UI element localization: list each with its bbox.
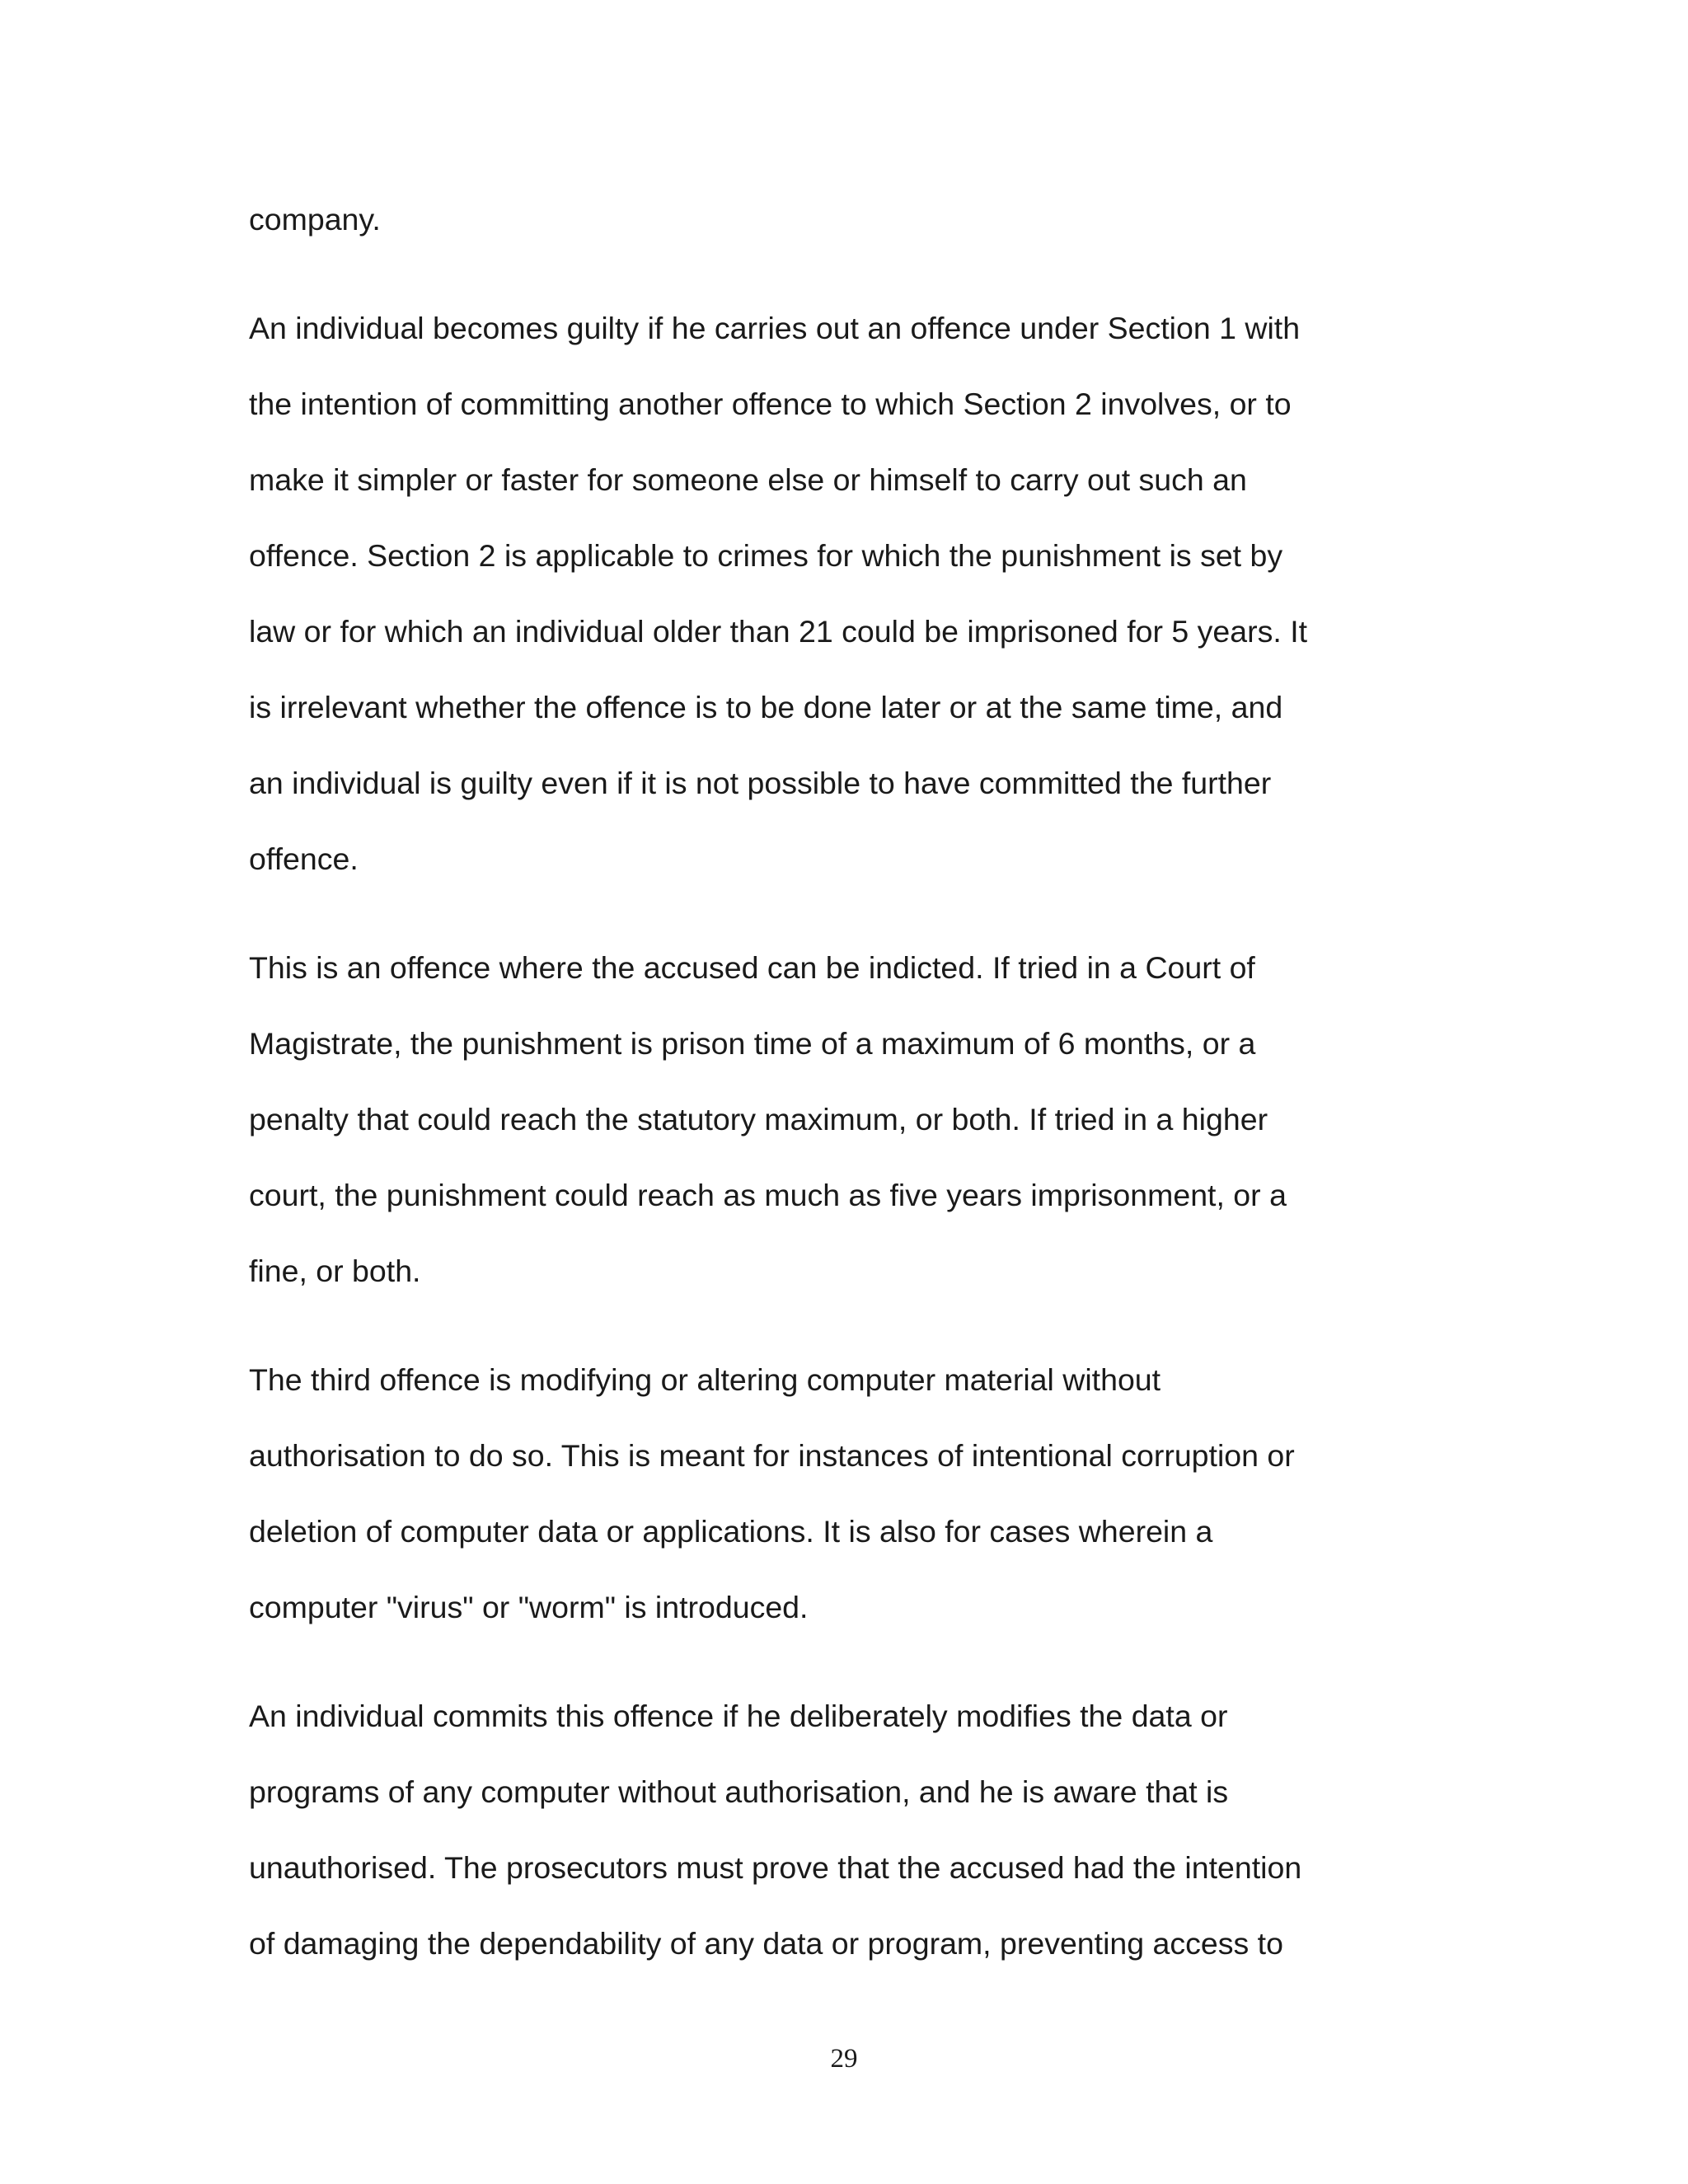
text-line: Magistrate, the punishment is prison time of a maximum of 6 months, or a: [249, 1026, 1256, 1061]
text-line: fine, or both.: [249, 1254, 421, 1288]
text-line: an individual is guilty even if it is not possible to have committed the further: [249, 766, 1272, 800]
text-line: This is an offence where the accused can be indicted. If tried in a Court of: [249, 950, 1255, 985]
body-text: [249, 194, 1436, 1994]
text-line: of damaging the dependability of any data or program, preventing access to: [249, 1926, 1283, 1961]
paragraph-spacer: [249, 910, 1436, 943]
text-line: The third offence is modifying or altering computer material without: [249, 1362, 1161, 1397]
text-line: penalty that could reach the statutory maximum, or both. If tried in a higher: [249, 1102, 1268, 1137]
text-line: is irrelevant whether the offence is to be done later or at the same time, and: [249, 690, 1283, 724]
text-line: programs of any computer without authorisation, and he is aware that is: [249, 1774, 1229, 1809]
paragraph-2: [249, 303, 1436, 910]
text-line: law or for which an individual older than 21 could be imprisoned for 5 years. It: [249, 614, 1308, 649]
text-line: unauthorised. The prosecutors must prove that the accused had the intention: [249, 1850, 1302, 1885]
text-line: the intention of committing another offence to which Section 2 involves, or to: [249, 387, 1292, 421]
paragraph-5: [249, 1691, 1436, 1994]
paragraph-4: [249, 1355, 1436, 1658]
text-line: offence.: [249, 841, 359, 876]
page-number: 29: [830, 2044, 858, 2074]
text-line: computer "virus" or "worm" is introduced.: [249, 1590, 809, 1624]
paragraph-1: [249, 194, 1436, 270]
paragraph-spacer: [249, 1658, 1436, 1691]
paragraph-spacer: [249, 270, 1436, 303]
text-line: deletion of computer data or applications. It is also for cases wherein a: [249, 1514, 1213, 1549]
text-line: court, the punishment could reach as much as five years imprisonment, or a: [249, 1178, 1287, 1212]
text-line: offence. Section 2 is applicable to crimes for which the punishment is set by: [249, 538, 1283, 573]
text-line: authorisation to do so. This is meant for instances of intentional corruption or: [249, 1438, 1295, 1473]
paragraph-3: [249, 943, 1436, 1322]
text-line: make it simpler or faster for someone else or himself to carry out such an: [249, 462, 1247, 497]
paragraph-spacer: [249, 1322, 1436, 1355]
text-line: An individual commits this offence if he deliberately modifies the data or: [249, 1699, 1228, 1733]
text-line: An individual becomes guilty if he carries out an offence under Section 1 with: [249, 311, 1301, 345]
text-line: company.: [249, 202, 381, 237]
